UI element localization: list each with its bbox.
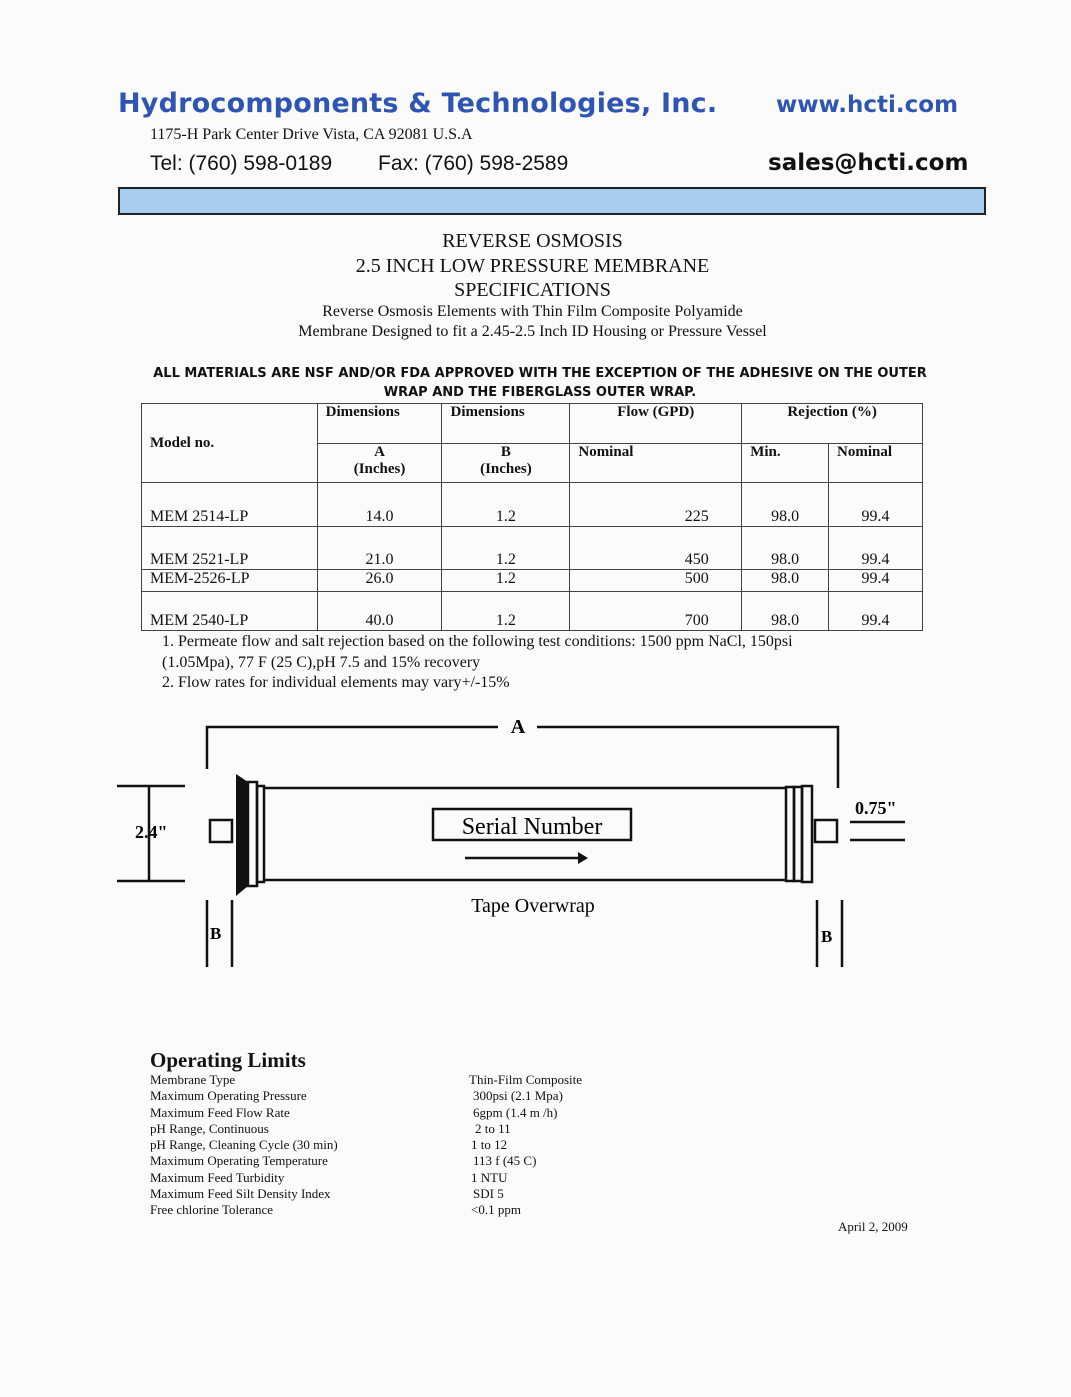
header-rejection: Rejection (%) bbox=[742, 404, 923, 444]
document-date: April 2, 2009 bbox=[838, 1219, 908, 1234]
flow-arrow-icon bbox=[578, 852, 588, 864]
operating-limits-values bbox=[469, 1072, 582, 1219]
table-row: MEM 2521-LP 21.0 1.2 450 98.0 99.4 bbox=[142, 527, 923, 570]
membrane-diagram bbox=[100, 700, 920, 980]
subtitle-line-1: Reverse Osmosis Elements with Thin Film Composite Polyamide bbox=[322, 303, 743, 320]
table-row: MEM 2514-LP 14.0 1.2 225 98.0 99.4 bbox=[142, 483, 923, 527]
website-link[interactable]: www.hcti.com bbox=[776, 92, 959, 118]
limit-label: Maximum Feed Flow Rate bbox=[150, 1104, 290, 1120]
limit-label: Maximum Operating Pressure bbox=[150, 1088, 307, 1104]
note-1a: 1. Permeate flow and salt rejection based on the following test conditions: 1500 ppm NaCl, 150psi bbox=[162, 633, 793, 650]
table-row: MEM-2526-LP 26.0 1.2 500 98.0 99.4 bbox=[142, 570, 923, 592]
test-notes bbox=[162, 632, 793, 694]
operating-limits-labels bbox=[150, 1072, 338, 1219]
limit-label: pH Range, Continuous bbox=[150, 1120, 269, 1136]
company-address: 1175-H Park Center Drive Vista, CA 92081 U.S.A bbox=[150, 126, 473, 143]
limit-value: 300psi (2.1 Mpa) bbox=[473, 1088, 563, 1104]
email-link[interactable]: sales@hcti.com bbox=[768, 150, 969, 176]
header-model: Model no. bbox=[142, 404, 318, 483]
header-band bbox=[118, 187, 986, 215]
materials-notice: ALL MATERIALS ARE NSF AND/OR FDA APPROVED WITH THE EXCEPTION OF THE ADHESIVE ON THE OUTER WRAP AND THE FIBERGLASS OUTER WRAP. bbox=[153, 366, 927, 400]
title-line-2: 2.5 INCH LOW PRESSURE MEMBRANE bbox=[355, 255, 710, 277]
limit-value: <0.1 ppm bbox=[471, 1202, 521, 1218]
limit-value: 1 to 12 bbox=[471, 1137, 508, 1153]
fax: Fax: (760) 598-2589 bbox=[378, 152, 569, 175]
label-b-left: B bbox=[210, 924, 222, 943]
sub-header-min: Min. bbox=[742, 444, 829, 483]
header-dimensions-b: Dimensions bbox=[442, 404, 570, 444]
limit-value: 113 f (45 C) bbox=[473, 1153, 537, 1169]
limit-value: Thin-Film Composite bbox=[469, 1072, 583, 1087]
sub-header-b: B (Inches) bbox=[442, 444, 570, 483]
company-name: Hydrocomponents & Technologies, Inc. bbox=[118, 88, 718, 119]
label-a: A bbox=[510, 716, 526, 738]
limit-value: 2 to 11 bbox=[475, 1120, 511, 1136]
anti-telescoping-device bbox=[236, 774, 248, 896]
label-diameter: 2.4" bbox=[135, 822, 168, 842]
limit-label: Maximum Feed Turbidity bbox=[150, 1169, 285, 1185]
limit-value: 6gpm (1.4 m /h) bbox=[473, 1104, 558, 1120]
note-2: 2. Flow rates for individual elements may vary+/-15% bbox=[162, 674, 510, 691]
label-b-right: B bbox=[821, 927, 833, 946]
tape-overwrap-label: Tape Overwrap bbox=[471, 895, 595, 917]
limit-label: pH Range, Cleaning Cycle (30 min) bbox=[150, 1137, 338, 1153]
sub-header-nominal: Nominal bbox=[829, 444, 923, 483]
note-1b: (1.05Mpa), 77 F (25 C),pH 7.5 and 15% recovery bbox=[162, 653, 481, 671]
spec-table bbox=[141, 403, 923, 631]
header-dimensions-a: Dimensions bbox=[317, 404, 442, 444]
table-row: MEM 2540-LP 40.0 1.2 700 98.0 99.4 bbox=[142, 592, 923, 631]
limit-label: Maximum Feed Silt Density Index bbox=[150, 1186, 331, 1202]
limit-value: SDI 5 bbox=[473, 1186, 504, 1202]
limit-label: Maximum Operating Temperature bbox=[150, 1153, 328, 1169]
serial-number-label: Serial Number bbox=[461, 814, 603, 840]
sub-header-flow: Nominal bbox=[570, 444, 742, 483]
limit-value: 1 NTU bbox=[471, 1169, 508, 1185]
sub-header-a: A (Inches) bbox=[317, 444, 442, 483]
subtitle-line-2: Membrane Designed to fit a 2.45-2.5 Inch ID Housing or Pressure Vessel bbox=[298, 323, 767, 340]
telephone: Tel: (760) 598-0189 bbox=[150, 152, 333, 175]
header-flow: Flow (GPD) bbox=[570, 404, 742, 444]
label-tube-diameter: 0.75" bbox=[855, 798, 897, 818]
limit-label: Membrane Type bbox=[150, 1072, 236, 1087]
limit-label: Free chlorine Tolerance bbox=[150, 1202, 274, 1218]
operating-limits-title: Operating Limits bbox=[150, 1048, 306, 1072]
title-line-1: REVERSE OSMOSIS bbox=[442, 230, 623, 252]
title-line-3: SPECIFICATIONS bbox=[454, 279, 611, 301]
